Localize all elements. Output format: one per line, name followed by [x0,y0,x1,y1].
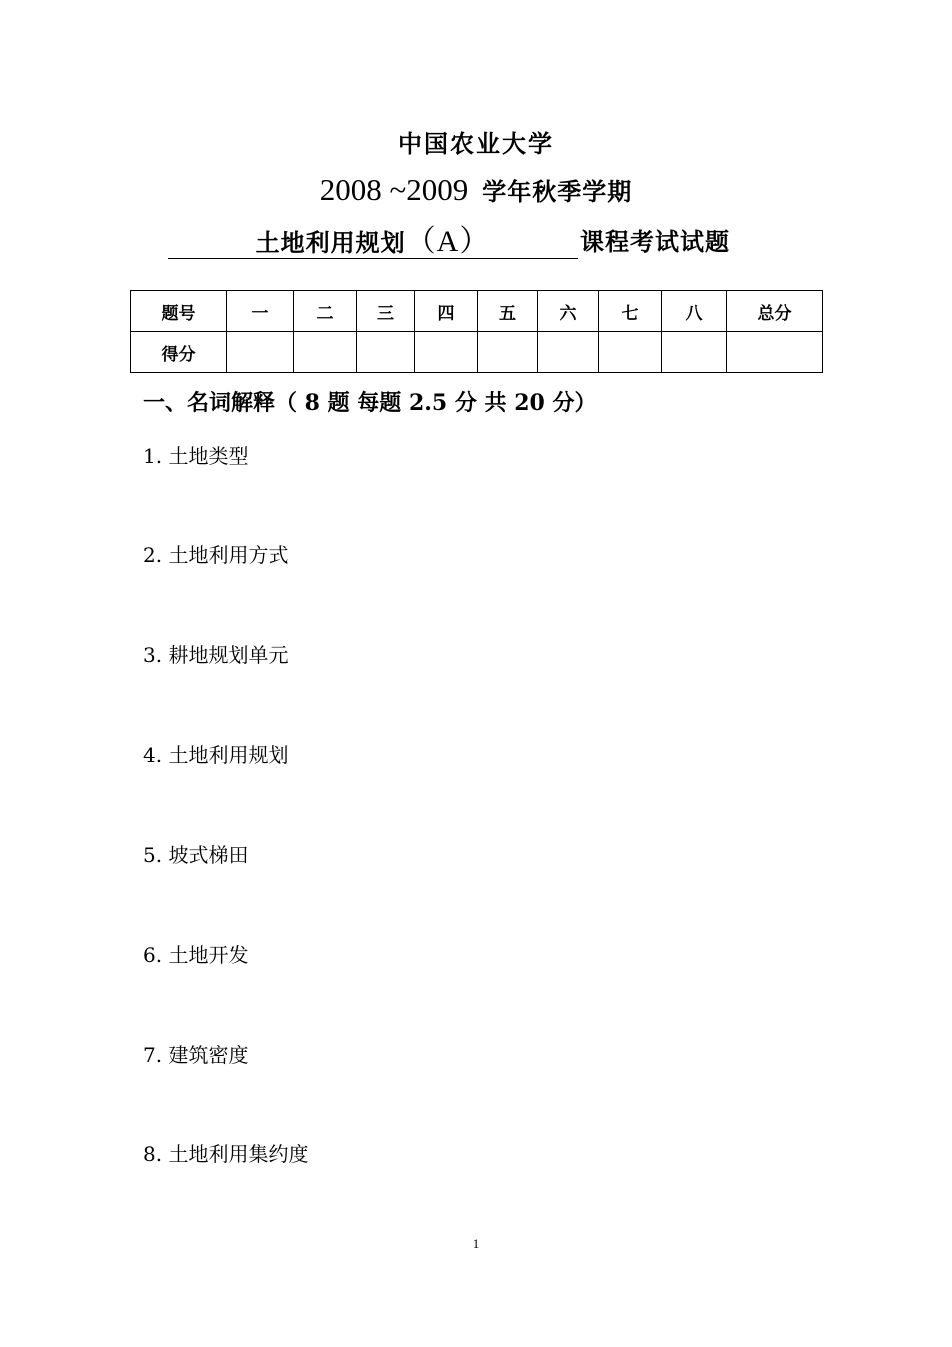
university-title: 中国农业大学 [398,129,554,158]
term-label: 学年秋季学期 [482,177,633,206]
total-score-label: 总分 [727,291,823,332]
score-table-header-row [131,291,823,332]
column-header: 三 [357,291,415,332]
score-cell [478,332,538,373]
question-item: 8. 土地利用集约度 [143,1142,309,1166]
column-header: 五 [478,291,538,332]
exam-title: 课程考试试题 [580,227,730,256]
question-item: 7. 建筑密度 [143,1043,249,1067]
column-header: 七 [599,291,662,332]
course-name-field [168,222,578,259]
question-item: 6. 土地开发 [143,943,249,967]
question-item: 5. 坡式梯田 [143,843,249,867]
page-number: 1 [472,1236,480,1251]
total-score-cell [727,332,823,373]
question-item: 4. 土地利用规划 [143,743,289,767]
course-name: 土地利用规划 [255,228,406,257]
score-table [130,290,823,373]
score-cell [662,332,727,373]
score-cell [599,332,662,373]
column-header: 八 [662,291,727,332]
section-heading: 一、名词解释（ 8 题 每题 2.5 分 共 20 分） [143,390,597,416]
score-cell [357,332,415,373]
column-header: 一 [227,291,294,332]
score-cell [227,332,294,373]
question-item: 2. 土地利用方式 [143,543,289,567]
score-cell [294,332,357,373]
score-cell [538,332,599,373]
question-number-label: 题号 [131,291,227,332]
score-cell [415,332,478,373]
semester-title [0,172,952,208]
course-version: （A） [405,225,491,258]
year-range: 2008 ~2009 [319,172,469,207]
column-header: 二 [294,291,357,332]
score-table-score-row [131,332,823,373]
question-item: 3. 耕地规划单元 [143,643,289,667]
column-header: 六 [538,291,599,332]
column-header: 四 [415,291,478,332]
question-item: 1. 土地类型 [143,444,249,468]
score-label: 得分 [131,332,227,373]
